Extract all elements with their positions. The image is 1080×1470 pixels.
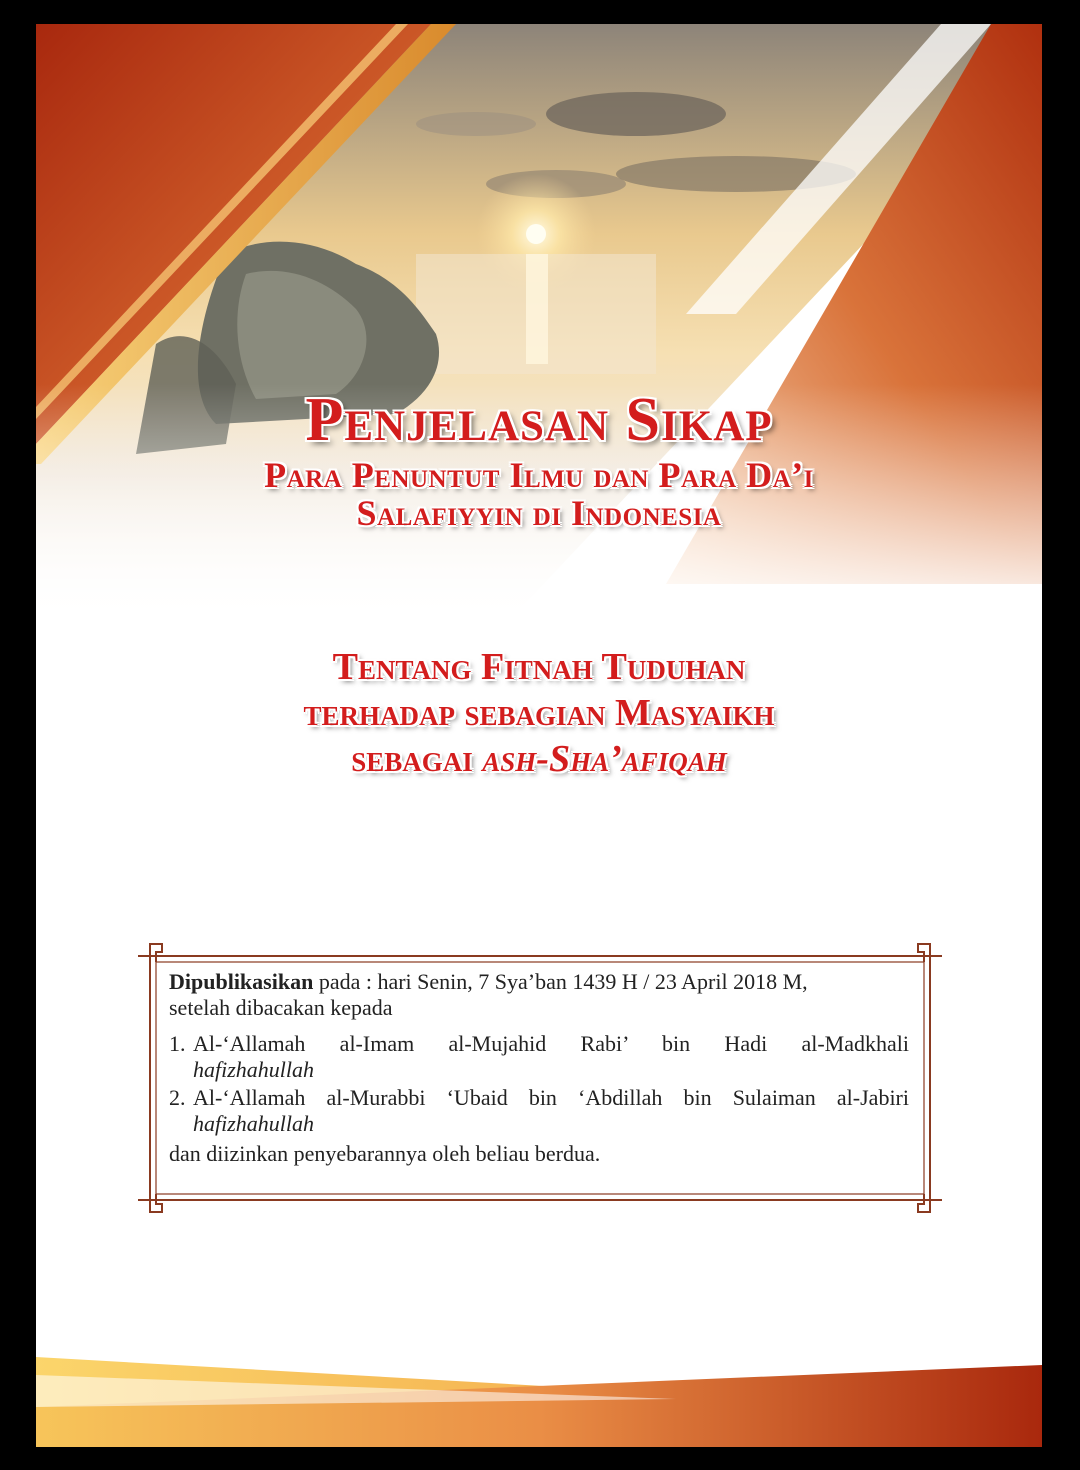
- main-title: Penjelasan Sikap: [305, 386, 773, 454]
- title-block: [36, 384, 1042, 532]
- publication-line-2: setelah dibacakan kepada: [169, 995, 393, 1020]
- publication-closing: dan diizinkan penyebarannya oleh beliau berdua.: [169, 1141, 601, 1166]
- topic-block: [36, 644, 1042, 782]
- topic-line-3: [36, 736, 1042, 782]
- topic-line-2: terhadap sebagian Masyaikh: [303, 692, 775, 734]
- document-page: [36, 24, 1042, 1447]
- list-item: [169, 1031, 909, 1083]
- publication-info: [169, 969, 909, 1167]
- list-item: [169, 1085, 909, 1137]
- list-number: 2.: [169, 1085, 186, 1110]
- published-date: pada : hari Senin, 7 Sya’ban 1439 H / 23 April 2018 M,: [313, 969, 808, 994]
- scholar-honorific: hafizhahullah: [193, 1057, 315, 1082]
- header-artwork: [36, 24, 1042, 624]
- footer-artwork: [36, 1337, 1042, 1447]
- list-number: 1.: [169, 1031, 186, 1056]
- scholar-name: Al-‘Allamah al-Imam al-Mujahid Rabi’ bin Hadi al-Madkhali: [193, 1031, 909, 1056]
- scholar-list: [169, 1031, 909, 1137]
- topic-line-3-prefix: sebagai: [351, 738, 483, 780]
- publication-line-1: [169, 969, 909, 995]
- topic-line-1: Tentang Fitnah Tuduhan: [332, 646, 746, 688]
- published-label: Dipublikasikan: [169, 969, 314, 994]
- subtitle-line-1: Para Penuntut Ilmu dan Para Da’i: [264, 455, 814, 495]
- subtitle-line-2: Salafiyyin di Indonesia: [356, 493, 722, 533]
- topic-line-3-emphasis: ash-Sha’afiqah: [482, 738, 727, 780]
- scholar-name: Al-‘Allamah al-Murabbi ‘Ubaid bin ‘Abdillah bin Sulaiman al-Jabiri: [193, 1085, 909, 1110]
- scholar-honorific: hafizhahullah: [193, 1111, 315, 1136]
